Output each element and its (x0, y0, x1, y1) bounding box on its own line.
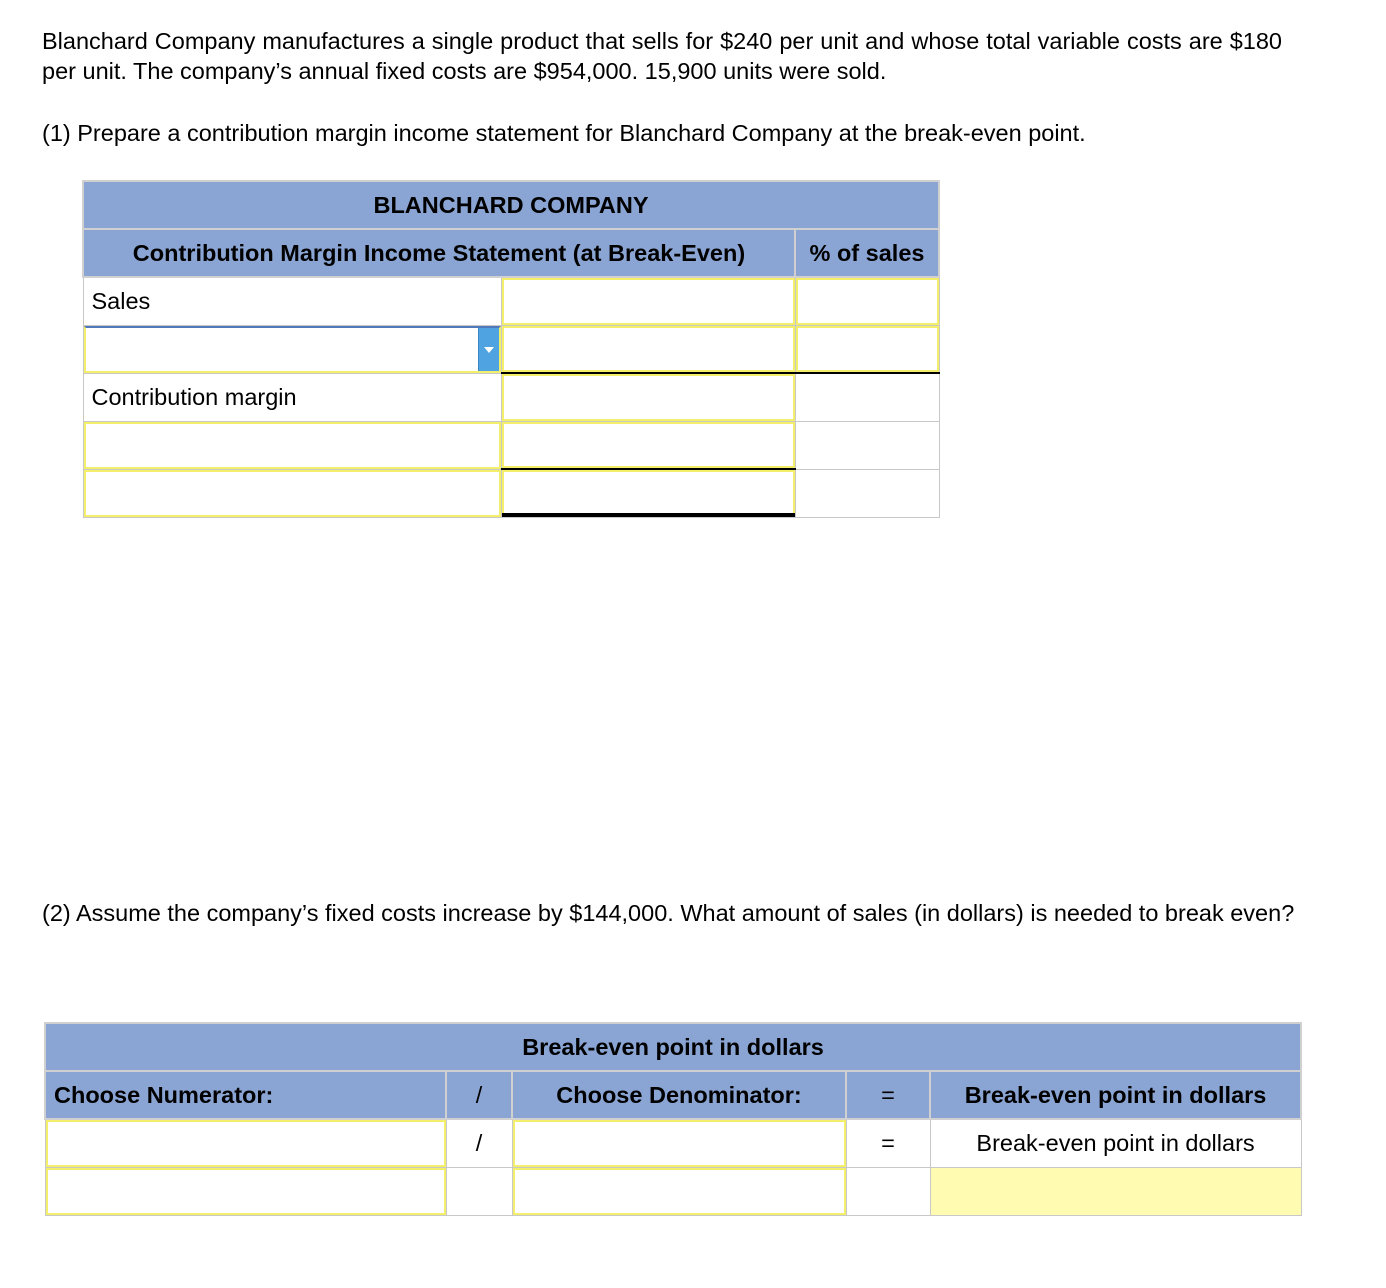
divide-symbol: / (446, 1119, 512, 1167)
equals-symbol-header: = (846, 1071, 930, 1119)
sales-label: Sales (83, 277, 501, 325)
row2-label-cell (83, 325, 501, 373)
dropdown-button[interactable] (478, 328, 499, 371)
equals-empty-cell (846, 1167, 930, 1215)
cm-pct-cell (795, 373, 939, 421)
row4-amount-cell (501, 421, 795, 469)
numerator-value-cell (45, 1167, 446, 1215)
denominator-header: Choose Denominator: (512, 1071, 846, 1119)
denominator-value-input[interactable] (513, 1168, 846, 1215)
result-header: Break-even point in dollars (930, 1071, 1301, 1119)
result-row-label: Break-even point in dollars (930, 1119, 1301, 1167)
result-value-cell (930, 1167, 1301, 1215)
sales-amount-cell (501, 277, 795, 325)
problem-intro: Blanchard Company manufactures a single product that sells for $240 per unit and whose total variable costs are $180 per unit. The company’s annual fixed costs are $954,000. 15,900 units were sold. (42, 28, 1282, 84)
income-statement-table (82, 180, 940, 518)
row2-amount-input[interactable] (502, 326, 795, 373)
numerator-header: Choose Numerator: (45, 1071, 446, 1119)
row2-amount-cell (501, 325, 795, 373)
company-name: BLANCHARD COMPANY (83, 181, 939, 229)
row5-label-cell (83, 469, 501, 517)
denominator-label-cell (512, 1119, 846, 1167)
row5-amount-cell (501, 469, 795, 517)
question-2: (2) Assume the company’s fixed costs increase by $144,000. What amount of sales (in dollars) is needed to break even? (42, 900, 1295, 926)
row5-amount-input[interactable] (502, 470, 795, 517)
denominator-value-cell (512, 1167, 846, 1215)
row2-pct-input[interactable] (796, 326, 939, 373)
divide-empty-cell (446, 1167, 512, 1215)
divide-symbol-header: / (446, 1071, 512, 1119)
row4-label-cell (83, 421, 501, 469)
question-1: (1) Prepare a contribution margin income statement for Blanchard Company at the break-even point. (42, 120, 1086, 146)
sales-pct-input[interactable] (796, 278, 939, 325)
denominator-label-input[interactable] (513, 1120, 846, 1167)
sales-amount-input[interactable] (502, 278, 795, 325)
row4-label-input[interactable] (84, 422, 501, 469)
row4-pct-cell (795, 421, 939, 469)
row5-label-input[interactable] (84, 470, 501, 517)
numerator-label-input[interactable] (46, 1120, 446, 1167)
equals-symbol: = (846, 1119, 930, 1167)
breakeven-table (44, 1022, 1302, 1216)
cm-amount-cell (501, 373, 795, 421)
row4-amount-input[interactable] (502, 422, 795, 469)
cm-amount-input[interactable] (502, 374, 795, 421)
numerator-value-input[interactable] (46, 1168, 446, 1215)
sales-pct-cell (795, 277, 939, 325)
breakeven-title: Break-even point in dollars (45, 1023, 1301, 1071)
numerator-label-cell (45, 1119, 446, 1167)
statement-title: Contribution Margin Income Statement (at Break-Even) (83, 229, 795, 277)
row2-pct-cell (795, 325, 939, 373)
row2-label-dropdown[interactable] (84, 326, 501, 373)
chevron-down-icon (484, 347, 494, 353)
contribution-margin-label: Contribution margin (83, 373, 501, 421)
row5-pct-cell (795, 469, 939, 517)
pct-sales-header: % of sales (795, 229, 939, 277)
